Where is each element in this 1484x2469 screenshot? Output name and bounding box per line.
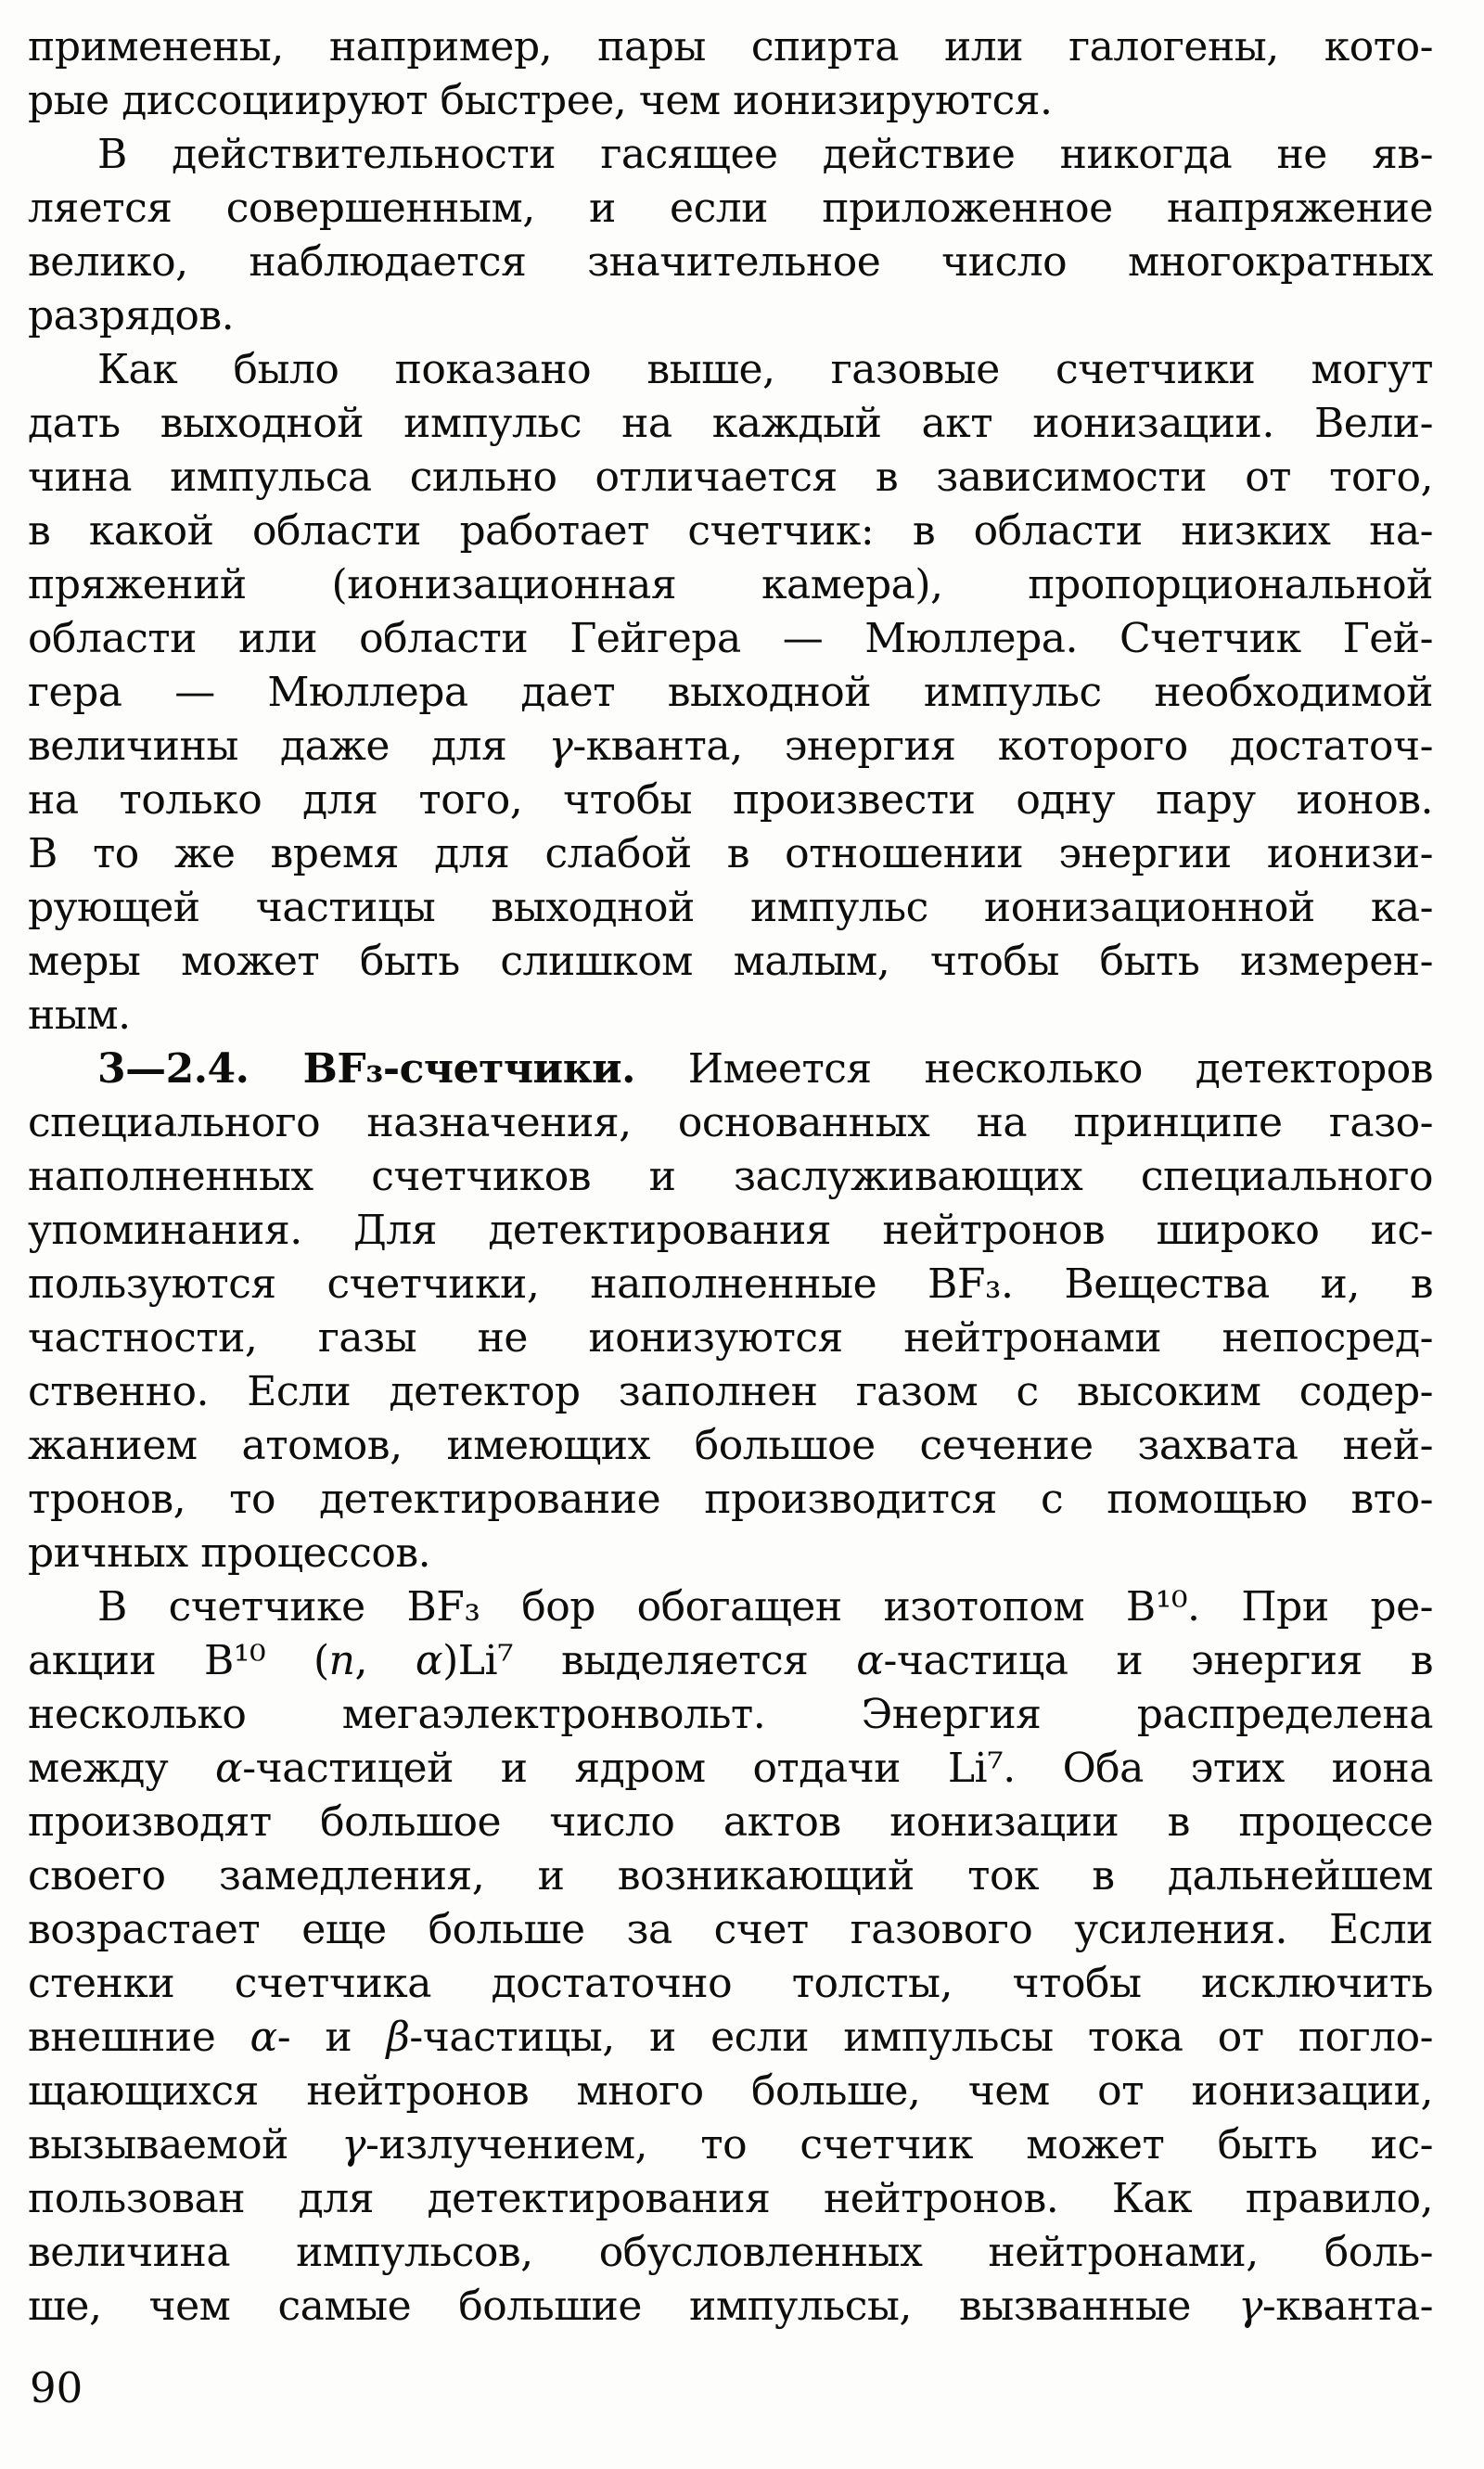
- text-line: гера — Мюллера дает выходной импульс необходимой: [28, 669, 1433, 716]
- text-line: производят большое число актов ионизации в процессе: [28, 1798, 1433, 1846]
- text-line: акции B¹⁰ (n, α)Li⁷ выделяется α-частица и энергия в: [28, 1637, 1433, 1684]
- text-line: Как было показано выше, газовые счетчики могут: [97, 346, 1433, 393]
- text-line: между α-частицей и ядром отдачи Li⁷. Оба этих иона: [28, 1745, 1433, 1792]
- text-line: возрастает еще больше за счет газового усиления. Если: [28, 1906, 1433, 1953]
- text-line: упоминания. Для детектирования нейтронов широко ис-: [28, 1207, 1433, 1254]
- text-line: дать выходной импульс на каждый акт ионизации. Вели-: [28, 400, 1433, 447]
- text-line: рые диссоциируют быстрее, чем ионизируются.: [28, 77, 1053, 124]
- text-line: применены, например, пары спирта или галогены, кото-: [28, 23, 1433, 70]
- text-line: чина импульса сильно отличается в зависимости от того,: [28, 454, 1433, 501]
- text-line: 3—2.4. BF₃-счетчики. Имеется несколько детекторов: [97, 1045, 1433, 1093]
- text-line: ным.: [28, 991, 131, 1039]
- text-line: меры может быть слишком малым, чтобы быть измерен-: [28, 938, 1433, 985]
- text-line: В действительности гасящее действие никогда не яв-: [97, 131, 1433, 178]
- text-line: жанием атомов, имеющих большое сечение захвата ней-: [28, 1422, 1433, 1469]
- text-line: разрядов.: [28, 292, 235, 339]
- text-line: тронов, то детектирование производится с помощью вто-: [28, 1476, 1433, 1523]
- page-number: 90: [30, 2363, 83, 2412]
- text-line: пользуются счетчики, наполненные BF₃. Вещества и, в: [28, 1260, 1433, 1308]
- text-line: пряжений (ионизационная камера), пропорциональной: [28, 561, 1433, 608]
- text-line: ричных процессов.: [28, 1529, 431, 1577]
- text-line: величины даже для γ-кванта, энергия которого достаточ-: [28, 723, 1434, 770]
- text-line: области или области Гейгера — Мюллера. Счетчик Гей-: [28, 615, 1433, 662]
- text-line: частности, газы не ионизуются нейтронами непосред-: [28, 1314, 1433, 1362]
- text-line: стенки счетчика достаточно толсты, чтобы исключить: [28, 1960, 1433, 2007]
- text-line: В счетчике BF₃ бор обогащен изотопом B¹⁰. При ре-: [97, 1583, 1433, 1631]
- text-line: своего замедления, и возникающий ток в дальнейшем: [28, 1852, 1433, 1900]
- text-line: рующей частицы выходной импульс ионизационной ка-: [28, 884, 1433, 931]
- text-line: специального назначения, основанных на принципе газо-: [28, 1099, 1433, 1146]
- text-line: несколько мегаэлектронвольт. Энергия распределена: [28, 1691, 1433, 1738]
- text-line: щающихся нейтронов много больше, чем от ионизации,: [28, 2067, 1433, 2115]
- text-line: внешние α- и β-частицы, и если импульсы тока от погло-: [28, 2014, 1433, 2061]
- text-line: ше, чем самые большие импульсы, вызванные γ-кванта-: [28, 2283, 1433, 2330]
- text-line: на только для того, чтобы произвести одну пару ионов.: [28, 776, 1433, 824]
- text-line: В то же время для слабой в отношении энергии ионизи-: [28, 830, 1433, 877]
- text-line: велико, наблюдается значительное число многократных: [28, 238, 1433, 286]
- text-line: вызываемой γ-излучением, то счетчик может быть ис-: [28, 2121, 1433, 2168]
- text-line: ляется совершенным, и если приложенное напряжение: [28, 185, 1433, 232]
- text-line: пользован для детектирования нейтронов. Как правило,: [28, 2175, 1433, 2222]
- text-line: величина импульсов, обусловленных нейтронами, боль-: [28, 2229, 1433, 2276]
- text-line: в какой области работает счетчик: в области низких на-: [28, 507, 1433, 555]
- body-text: [28, 20, 1433, 2334]
- text-line: наполненных счетчиков и заслуживающих специального: [28, 1153, 1433, 1200]
- text-line: ственно. Если детектор заполнен газом с высоким содер-: [28, 1368, 1433, 1415]
